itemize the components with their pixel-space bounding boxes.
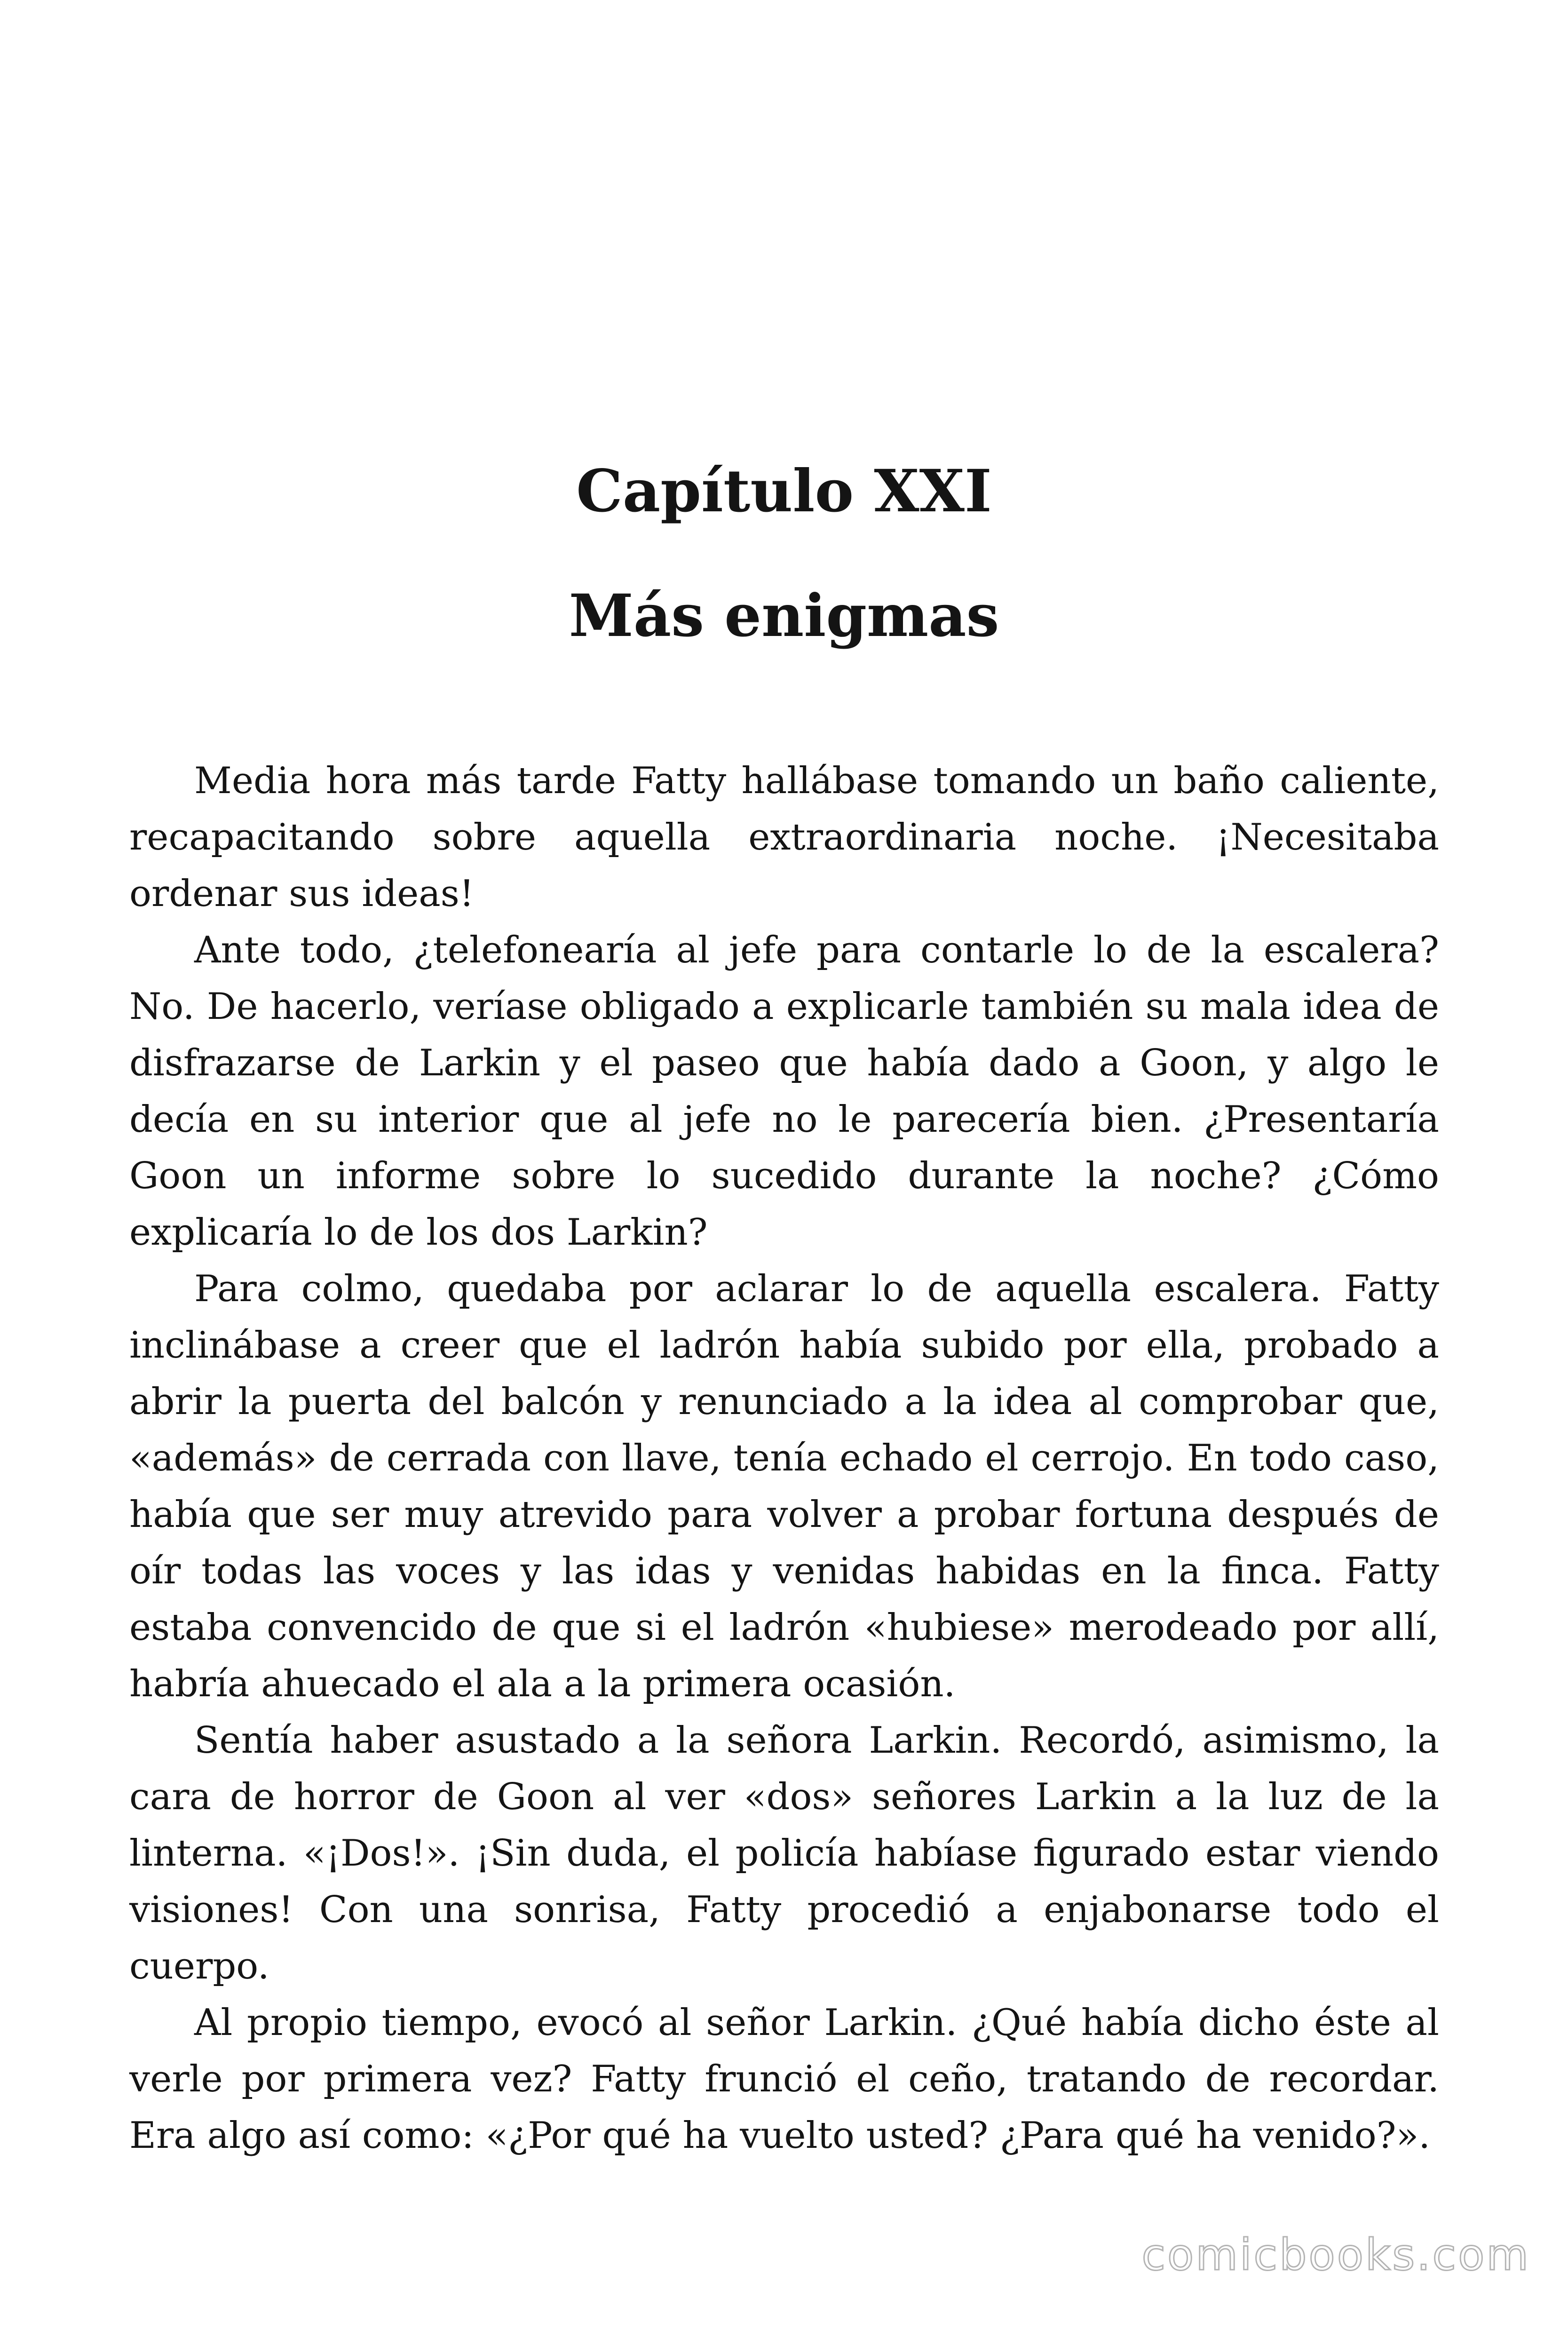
chapter-body [129, 753, 1439, 2164]
paragraph-4: Sentía haber asustado a la señora Larkin. Recordó, asimismo, la cara de horror de Goon al ver «dos» señores Larkin a la luz de la linterna. «¡Dos!». ¡Sin duda, el policía habíase figurado estar viendo visiones! Con una sonrisa, Fatty procedió a enjabonarse todo el cuerpo. [129, 1719, 1439, 1987]
paragraph-1: Media hora más tarde Fatty hallábase tomando un baño caliente, recapacitando sobre aquella extraordinaria noche. ¡Necesitaba ordenar sus ideas! [129, 760, 1439, 915]
paragraph-2: Ante todo, ¿telefonearía al jefe para contarle lo de la escalera? No. De hacerlo, veríase obligado a explicarle también su mala idea de disfrazarse de Larkin y el paseo que había dado a Goon, y algo le decía en su interior que al jefe no le parecería bien. ¿Presentaría Goon un informe sobre lo sucedido durante la noche? ¿Cómo explicaría lo de los dos Larkin? [129, 929, 1439, 1254]
chapter-title: Más enigmas [569, 582, 999, 650]
watermark: comicbooks.com [1141, 2230, 1530, 2280]
paragraph-3: Para colmo, quedaba por aclarar lo de aquella escalera. Fatty inclinábase a creer que el ladrón había subido por ella, probado a abrir la puerta del balcón y renunciado a la idea al comprobar que, «además» de cerrada con llave, tenía echado el cerrojo. En todo caso, había que ser muy atrevido para volver a probar fortuna después de oír todas las voces y las idas y venidas habidas en la finca. Fatty estaba convencido de que si el ladrón «hubiese» merodeado por allí, habría ahuecado el ala a la primera ocasión. [129, 1268, 1439, 1705]
paragraph-5: Al propio tiempo, evocó al señor Larkin. ¿Qué había dicho éste al verle por primera vez? Fatty frunció el ceño, tratando de recordar. Era algo así como: «¿Por qué ha vuelto usted? ¿Para qué ha venido?». [129, 2002, 1439, 2157]
chapter-number: Capítulo XXI [576, 457, 992, 525]
